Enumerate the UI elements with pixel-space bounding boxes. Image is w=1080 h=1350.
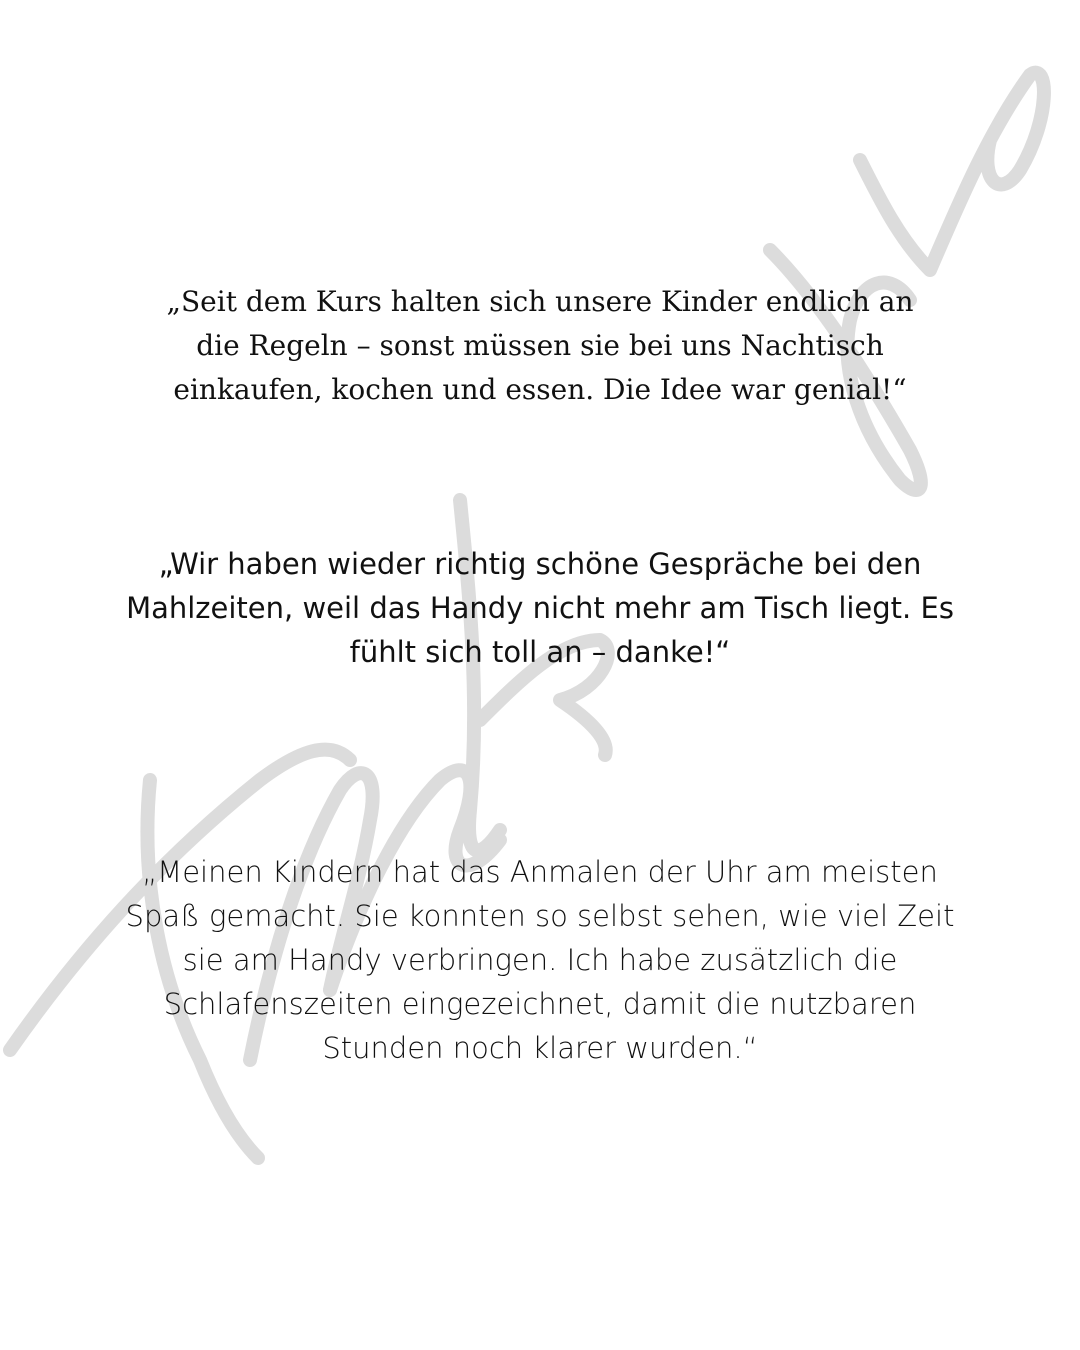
testimonial-quote-2: „Wir haben wieder richtig schöne Gespräche bei den Mahlzeiten, weil das Handy nicht mehr am Tisch liegt. Es fühlt sich toll an – danke!“ [126, 547, 954, 669]
testimonial-quote-3: „Meinen Kindern hat das Anmalen der Uhr am meisten Spaß gemacht. Sie konnten so selbst sehen, wie viel Zeit sie am Handy verbringen. Ich habe zusätzlich die Schlafenszeiten eingezeichnet, damit die nutzbaren Stunden noch klarer wurden.“ [125, 855, 955, 1065]
testimonial-quote-1: „Seit dem Kurs halten sich unsere Kinder endlich an die Regeln – sonst müssen sie bei uns Nachtisch einkaufen, kochen und essen. Die Idee war genial!“ [166, 285, 914, 406]
